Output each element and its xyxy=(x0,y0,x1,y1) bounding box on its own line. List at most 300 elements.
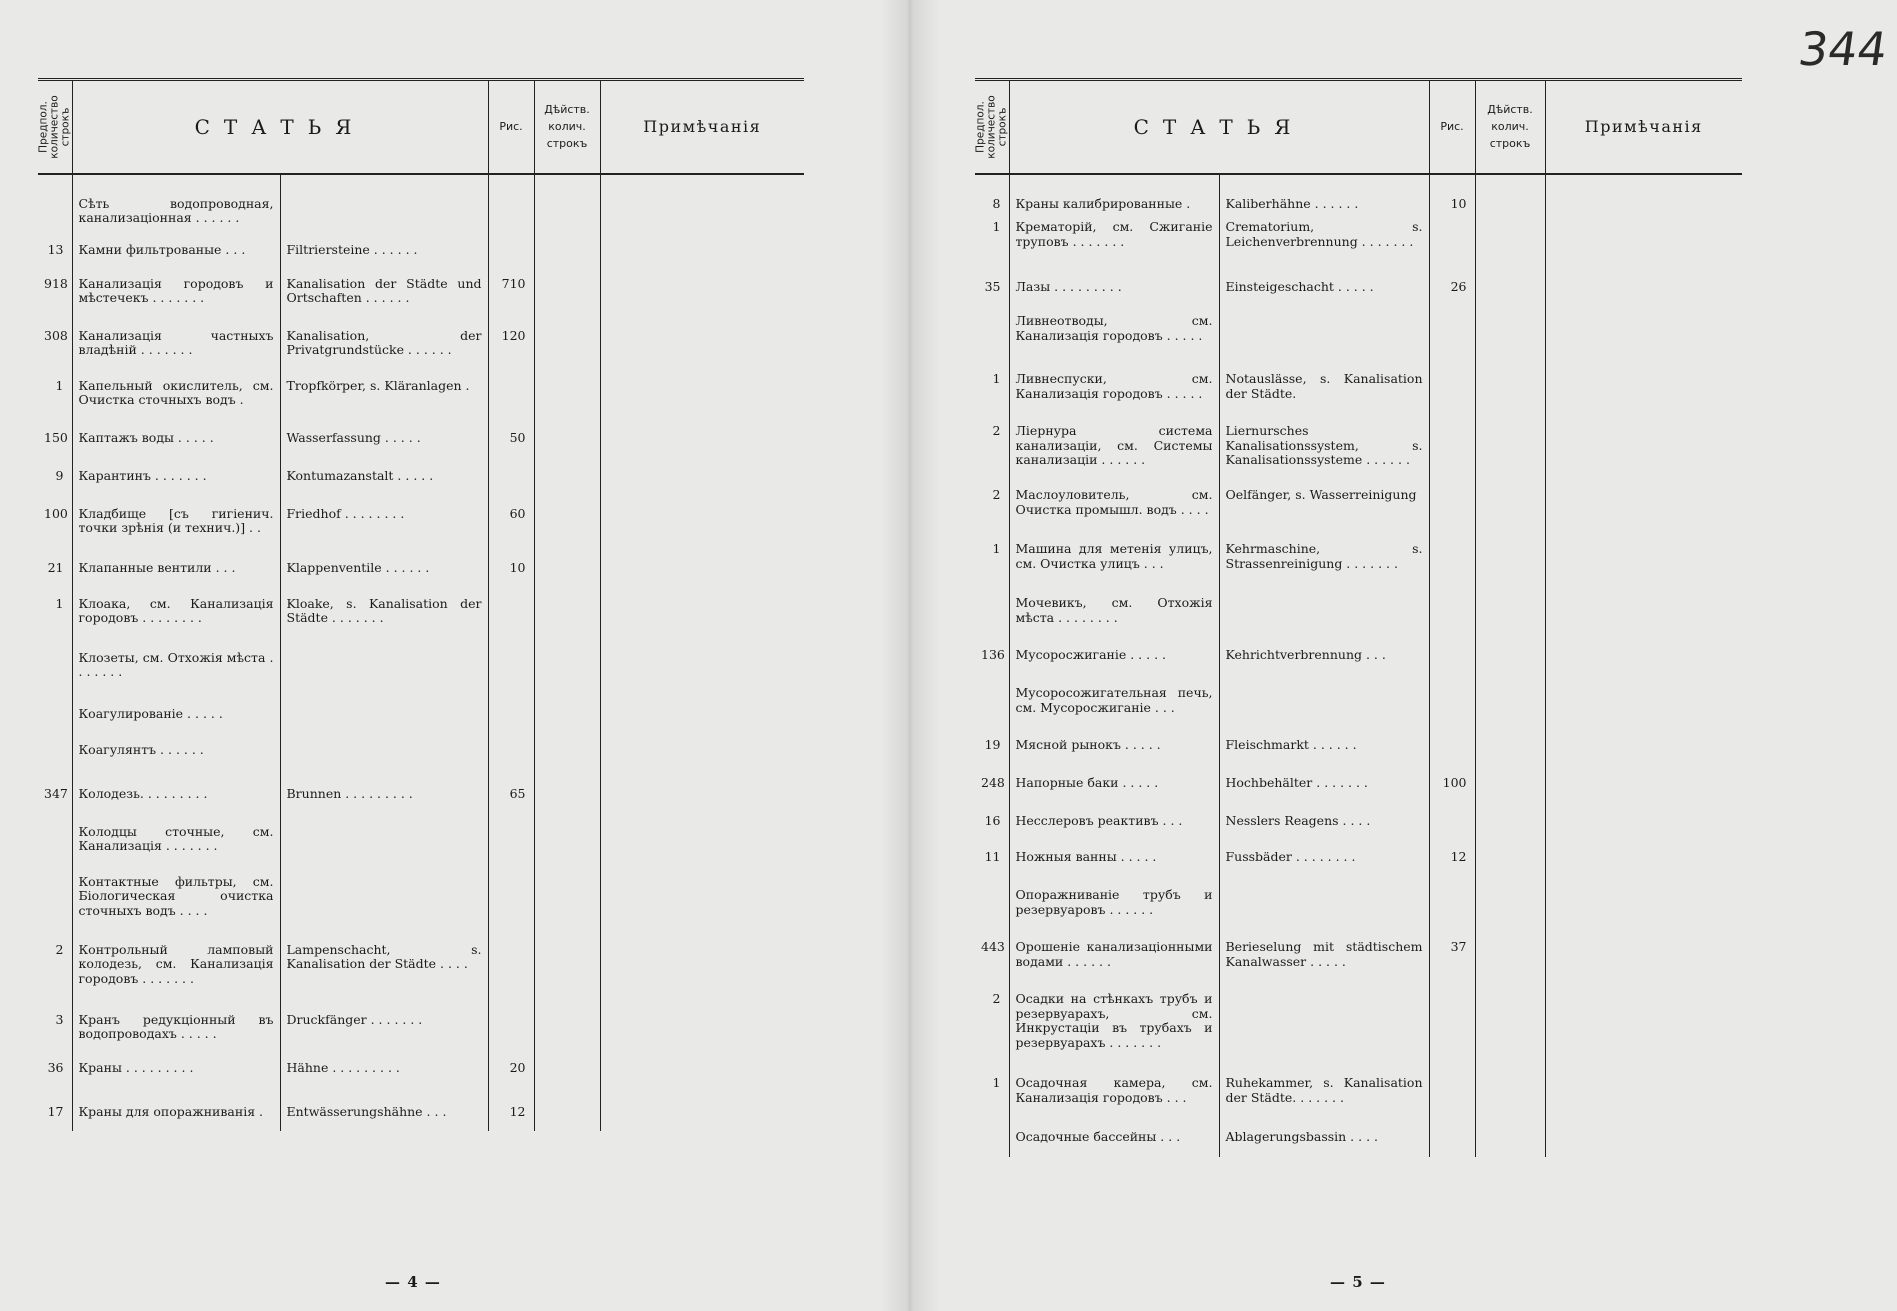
header-count: Предпол. количество строкъ xyxy=(38,80,72,174)
row-russian-term: Осадочные бассейны . . . xyxy=(1009,1123,1219,1157)
row-german-term: Filtriersteine . . . . . . xyxy=(280,236,488,270)
row-german-term: Lampenschacht, s. Kanalisation der Städte . . . . xyxy=(280,936,488,1006)
row-german-term: Kehrichtverbrennung . . . xyxy=(1219,641,1429,679)
row-count-value: 308 xyxy=(44,327,68,343)
row-actual-count xyxy=(1475,985,1545,1069)
row-russian-term: Контактные фильтры, см. Біологическая очистка сточныхъ водъ . . . . xyxy=(72,868,280,936)
row-actual-count xyxy=(1475,481,1545,535)
row-actual-count xyxy=(1475,843,1545,881)
row-notes xyxy=(600,462,804,500)
row-count-value: 3 xyxy=(55,1011,64,1027)
row-german-term xyxy=(280,700,488,736)
row-notes xyxy=(600,868,804,936)
row-notes xyxy=(1545,174,1742,214)
row-german-term: Berieselung mit städtischem Kanalwasser . . . . . xyxy=(1219,933,1429,985)
row-russian-term: Колодезь. . . . . . . . . xyxy=(72,780,280,818)
row-german-term: Kanalisation, der Privatgrundstücke . . . . . . xyxy=(280,322,488,372)
row-figure-count: 710 xyxy=(488,270,534,322)
ledger-row xyxy=(975,933,1742,985)
row-notes xyxy=(1545,213,1742,273)
row-notes xyxy=(600,736,804,780)
row-count-value: 347 xyxy=(44,785,68,801)
row-figure-count: 50 xyxy=(488,424,534,462)
row-german-term: Notauslässe, s. Kanalisation der Städte. xyxy=(1219,365,1429,417)
row-count-value: 1 xyxy=(992,541,1001,556)
row-russian-term: Коагулянтъ . . . . . . xyxy=(72,736,280,780)
row-actual-count xyxy=(534,270,600,322)
row-actual-count xyxy=(534,424,600,462)
ledger-row xyxy=(975,365,1742,417)
row-russian-term: Мусоросжиганіе . . . . . xyxy=(1009,641,1219,679)
row-russian-term: Осадки на стѣнкахъ трубъ и резервуарахъ, см. Инкрустаціи въ трубахъ и резервуарахъ . . . . . . . xyxy=(1009,985,1219,1069)
row-count-value xyxy=(975,679,1009,731)
row-actual-count xyxy=(534,1006,600,1054)
row-notes xyxy=(1545,641,1742,679)
row-actual-count xyxy=(534,936,600,1006)
row-figure-count xyxy=(488,1006,534,1054)
ledger-row xyxy=(38,270,804,322)
row-count-value: 1 xyxy=(992,219,1001,234)
ledger-row xyxy=(38,1006,804,1054)
row-german-term xyxy=(280,644,488,700)
row-notes xyxy=(1545,679,1742,731)
row-actual-count xyxy=(1475,679,1545,731)
row-count-value: 19 xyxy=(984,737,1001,752)
row-actual-count xyxy=(1475,731,1545,769)
row-figure-count xyxy=(1429,417,1475,481)
row-figure-count: 10 xyxy=(1429,174,1475,214)
row-notes xyxy=(600,372,804,424)
row-figure-count xyxy=(488,644,534,700)
row-figure-count xyxy=(488,590,534,644)
row-count-value: 11 xyxy=(984,849,1001,864)
ledger-row xyxy=(38,236,804,270)
row-notes xyxy=(600,424,804,462)
row-figure-count xyxy=(488,700,534,736)
row-russian-term: Краны калибрированные . xyxy=(1009,174,1219,214)
row-notes xyxy=(600,322,804,372)
row-actual-count xyxy=(534,1054,600,1098)
row-count-value xyxy=(38,818,72,868)
row-count-value: 2 xyxy=(992,991,1001,1006)
ledger-row xyxy=(975,535,1742,589)
header-count: Предпол. количество строкъ xyxy=(975,80,1009,174)
row-count-value: 1 xyxy=(55,595,64,611)
header-actual: Дѣйств. колич. строкъ xyxy=(1475,80,1545,174)
row-russian-term: Краны для опоражниванія . xyxy=(72,1098,280,1132)
row-actual-count xyxy=(1475,807,1545,843)
row-actual-count xyxy=(534,868,600,936)
row-notes xyxy=(1545,365,1742,417)
row-count-value xyxy=(38,736,72,780)
header-notes: Примѣчанія xyxy=(1545,80,1742,174)
row-figure-count xyxy=(1429,807,1475,843)
row-count-value: 2 xyxy=(992,487,1001,502)
row-actual-count xyxy=(534,174,600,236)
row-russian-term: Машина для метенія улицъ, см. Очистка улицъ . . . xyxy=(1009,535,1219,589)
row-count-value xyxy=(975,307,1009,365)
row-russian-term: Сѣть водопроводная, канализаціонная . . . . . . xyxy=(72,174,280,236)
row-count-value xyxy=(975,589,1009,641)
row-russian-term: Карантинъ . . . . . . . xyxy=(72,462,280,500)
row-figure-count: 65 xyxy=(488,780,534,818)
row-notes xyxy=(600,590,804,644)
row-actual-count xyxy=(534,500,600,554)
row-russian-term: Ливнеотводы, см. Канализація городовъ . . . . . xyxy=(1009,307,1219,365)
row-russian-term: Каптажъ воды . . . . . xyxy=(72,424,280,462)
row-actual-count xyxy=(534,1098,600,1132)
row-figure-count: 12 xyxy=(488,1098,534,1132)
row-actual-count xyxy=(1475,273,1545,307)
row-figure-count xyxy=(1429,589,1475,641)
row-russian-term: Лазы . . . . . . . . . xyxy=(1009,273,1219,307)
row-figure-count xyxy=(1429,679,1475,731)
row-actual-count xyxy=(534,644,600,700)
row-actual-count xyxy=(1475,365,1545,417)
header-article: СТАТЬЯ xyxy=(1009,80,1429,174)
row-german-term: Friedhof . . . . . . . . xyxy=(280,500,488,554)
row-notes xyxy=(600,818,804,868)
page-number: — 4 — xyxy=(385,1273,441,1291)
row-count-value: 2 xyxy=(55,941,64,957)
row-figure-count xyxy=(1429,1123,1475,1157)
row-actual-count xyxy=(534,780,600,818)
row-russian-term: Мусоросожигательная печь, см. Мусоросжиганіе . . . xyxy=(1009,679,1219,731)
row-count-value xyxy=(38,644,72,700)
ledger-row xyxy=(975,807,1742,843)
row-russian-term: Коагулированіе . . . . . xyxy=(72,700,280,736)
row-count-value: 16 xyxy=(984,813,1001,828)
row-russian-term: Канализація городовъ и мѣстечекъ . . . . . . . xyxy=(72,270,280,322)
row-german-term xyxy=(280,736,488,780)
row-count-value: 36 xyxy=(47,1059,64,1075)
row-figure-count: 100 xyxy=(1429,769,1475,807)
row-actual-count xyxy=(534,372,600,424)
row-count-value: 100 xyxy=(44,505,68,521)
row-count-value: 17 xyxy=(47,1103,64,1119)
row-notes xyxy=(1545,1123,1742,1157)
ledger-row xyxy=(975,843,1742,881)
row-figure-count xyxy=(1429,985,1475,1069)
row-actual-count xyxy=(534,322,600,372)
row-notes xyxy=(600,1054,804,1098)
row-german-term xyxy=(1219,307,1429,365)
row-notes xyxy=(1545,307,1742,365)
row-russian-term: Капельный окислитель, см. Очистка сточныхъ водъ . xyxy=(72,372,280,424)
row-figure-count xyxy=(1429,1069,1475,1123)
row-german-term: Klappenventile . . . . . . xyxy=(280,554,488,590)
row-russian-term: Ливнеспуски, см. Канализація городовъ . . . . . xyxy=(1009,365,1219,417)
row-actual-count xyxy=(1475,589,1545,641)
ledger-row xyxy=(38,936,804,1006)
row-figure-count: 10 xyxy=(488,554,534,590)
ledger-row xyxy=(975,481,1742,535)
ledger-row xyxy=(38,736,804,780)
row-notes xyxy=(1545,881,1742,933)
ledger-row xyxy=(38,322,804,372)
row-figure-count: 12 xyxy=(1429,843,1475,881)
row-russian-term: Камни фильтрованые . . . xyxy=(72,236,280,270)
ledger-row xyxy=(38,590,804,644)
left-ledger-table xyxy=(38,78,804,1131)
row-figure-count xyxy=(488,174,534,236)
row-russian-term: Контрольный ламповый колодезь, см. Канализація городовъ . . . . . . . xyxy=(72,936,280,1006)
row-figure-count xyxy=(1429,731,1475,769)
left-table-sheet xyxy=(38,78,804,1131)
row-german-term xyxy=(1219,589,1429,641)
row-russian-term: Мочевикъ, см. Отхожія мѣста . . . . . . . . xyxy=(1009,589,1219,641)
row-count-value xyxy=(38,700,72,736)
row-german-term: Brunnen . . . . . . . . . xyxy=(280,780,488,818)
row-figure-count: 60 xyxy=(488,500,534,554)
row-figure-count xyxy=(1429,365,1475,417)
ledger-row xyxy=(975,881,1742,933)
row-german-term xyxy=(280,868,488,936)
row-notes xyxy=(600,700,804,736)
row-russian-term: Осадочная камера, см. Канализація городовъ . . . xyxy=(1009,1069,1219,1123)
row-russian-term: Ліернура система канализаціи, см. Системы канализаціи . . . . . . xyxy=(1009,417,1219,481)
ledger-row xyxy=(38,554,804,590)
row-figure-count: 37 xyxy=(1429,933,1475,985)
row-notes xyxy=(1545,985,1742,1069)
row-figure-count xyxy=(488,936,534,1006)
row-actual-count xyxy=(534,736,600,780)
row-count-value: 1 xyxy=(992,371,1001,386)
row-german-term xyxy=(1219,881,1429,933)
row-russian-term: Клапанные вентили . . . xyxy=(72,554,280,590)
right-table-sheet xyxy=(975,78,1742,1157)
row-notes xyxy=(600,270,804,322)
row-notes xyxy=(600,174,804,236)
ledger-row xyxy=(975,641,1742,679)
page-number: — 5 — xyxy=(1330,1273,1386,1291)
row-russian-term: Несслеровъ реактивъ . . . xyxy=(1009,807,1219,843)
ledger-row xyxy=(975,731,1742,769)
row-actual-count xyxy=(1475,417,1545,481)
row-notes xyxy=(1545,535,1742,589)
row-russian-term: Краны . . . . . . . . . xyxy=(72,1054,280,1098)
row-count-value: 1 xyxy=(55,377,64,393)
header-notes: Примѣчанія xyxy=(600,80,804,174)
right-ledger-table xyxy=(975,78,1742,1157)
row-figure-count xyxy=(488,236,534,270)
header-fig: Рис. xyxy=(488,80,534,174)
ledger-row xyxy=(38,700,804,736)
header-article: СТАТЬЯ xyxy=(72,80,488,174)
row-german-term: Fleischmarkt . . . . . . xyxy=(1219,731,1429,769)
row-count-value: 9 xyxy=(55,467,64,483)
row-actual-count xyxy=(534,700,600,736)
row-german-term: Einsteigeschacht . . . . . xyxy=(1219,273,1429,307)
row-russian-term: Мясной рынокъ . . . . . xyxy=(1009,731,1219,769)
row-russian-term: Маслоуловитель, см. Очистка промышл. водъ . . . . xyxy=(1009,481,1219,535)
row-notes xyxy=(1545,1069,1742,1123)
row-russian-term: Орошеніе канализаціонными водами . . . . . . xyxy=(1009,933,1219,985)
row-actual-count xyxy=(1475,1069,1545,1123)
header-fig: Рис. xyxy=(1429,80,1475,174)
row-notes xyxy=(600,936,804,1006)
row-actual-count xyxy=(534,554,600,590)
right-page xyxy=(920,0,1897,1311)
row-german-term xyxy=(280,174,488,236)
row-german-term: Hähne . . . . . . . . . xyxy=(280,1054,488,1098)
row-notes xyxy=(1545,843,1742,881)
handwritten-sheet-number: 344 xyxy=(1795,22,1891,76)
row-count-value: 248 xyxy=(981,775,1005,790)
row-notes xyxy=(600,554,804,590)
header-actual: Дѣйств. колич. строкъ xyxy=(534,80,600,174)
ledger-row xyxy=(38,780,804,818)
row-figure-count xyxy=(1429,641,1475,679)
row-actual-count xyxy=(534,462,600,500)
row-russian-term: Опоражниваніе трубъ и резервуаровъ . . . . . . xyxy=(1009,881,1219,933)
row-actual-count xyxy=(1475,881,1545,933)
row-actual-count xyxy=(534,590,600,644)
row-russian-term: Канализація частныхъ владѣній . . . . . . . xyxy=(72,322,280,372)
row-german-term: Wasserfassung . . . . . xyxy=(280,424,488,462)
ledger-row xyxy=(975,213,1742,273)
row-notes xyxy=(600,780,804,818)
row-count-value: 21 xyxy=(47,559,64,575)
row-figure-count xyxy=(1429,213,1475,273)
row-german-term: Liernursches Kanalisationssystem, s. Kanalisationssysteme . . . . . . xyxy=(1219,417,1429,481)
row-notes xyxy=(1545,933,1742,985)
row-notes xyxy=(600,236,804,270)
row-german-term xyxy=(1219,985,1429,1069)
ledger-row xyxy=(38,424,804,462)
left-rows xyxy=(38,174,804,1132)
ledger-row xyxy=(975,985,1742,1069)
ledger-row xyxy=(38,462,804,500)
row-figure-count: 20 xyxy=(488,1054,534,1098)
header-row xyxy=(38,80,804,174)
ledger-row xyxy=(38,818,804,868)
row-figure-count xyxy=(1429,535,1475,589)
left-page xyxy=(0,0,920,1311)
row-german-term: Kontumazanstalt . . . . . xyxy=(280,462,488,500)
row-count-value: 443 xyxy=(981,939,1005,954)
row-russian-term: Клозеты, см. Отхожія мѣста . . . . . . . xyxy=(72,644,280,700)
row-figure-count xyxy=(488,462,534,500)
row-german-term xyxy=(1219,679,1429,731)
row-german-term: Kehrmaschine, s. Strassenreinigung . . . . . . . xyxy=(1219,535,1429,589)
row-count-value: 2 xyxy=(992,423,1001,438)
row-actual-count xyxy=(1475,535,1545,589)
ledger-row xyxy=(975,1123,1742,1157)
row-german-term: Crematorium, s. Leichenverbrennung . . . . . . . xyxy=(1219,213,1429,273)
row-notes xyxy=(1545,589,1742,641)
ledger-row xyxy=(38,500,804,554)
row-count-value xyxy=(38,174,72,236)
ledger-row xyxy=(975,589,1742,641)
row-notes xyxy=(1545,769,1742,807)
row-german-term: Hochbehälter . . . . . . . xyxy=(1219,769,1429,807)
row-figure-count xyxy=(488,868,534,936)
row-count-value: 35 xyxy=(984,279,1001,294)
ledger-row xyxy=(38,644,804,700)
row-notes xyxy=(1545,273,1742,307)
ledger-row xyxy=(38,174,804,236)
row-count-value xyxy=(975,1123,1009,1157)
row-notes xyxy=(1545,481,1742,535)
header-row xyxy=(975,80,1742,174)
row-notes xyxy=(1545,807,1742,843)
row-german-term: Oelfänger, s. Wasserreinigung xyxy=(1219,481,1429,535)
row-actual-count xyxy=(1475,1123,1545,1157)
row-actual-count xyxy=(1475,769,1545,807)
row-german-term: Ruhekammer, s. Kanalisation der Städte. . . . . . . xyxy=(1219,1069,1429,1123)
row-notes xyxy=(600,500,804,554)
row-russian-term: Кладбище [съ гигіенич. точки зрѣнія (и технич.)] . . xyxy=(72,500,280,554)
row-count-value: 13 xyxy=(47,241,64,257)
row-figure-count xyxy=(1429,307,1475,365)
row-german-term: Entwässerungshähne . . . xyxy=(280,1098,488,1132)
right-rows xyxy=(975,174,1742,1157)
row-german-term: Kaliberhähne . . . . . . xyxy=(1219,174,1429,214)
ledger-row xyxy=(38,1098,804,1132)
row-russian-term: Крематорій, см. Сжиганіе труповъ . . . . . . . xyxy=(1009,213,1219,273)
row-german-term: Druckfänger . . . . . . . xyxy=(280,1006,488,1054)
row-figure-count xyxy=(488,372,534,424)
row-figure-count xyxy=(488,818,534,868)
row-count-value: 8 xyxy=(992,195,1001,211)
row-actual-count xyxy=(534,818,600,868)
row-russian-term: Клоака, см. Канализація городовъ . . . . . . . . xyxy=(72,590,280,644)
row-count-value xyxy=(38,868,72,936)
row-russian-term: Ножныя ванны . . . . . xyxy=(1009,843,1219,881)
ledger-row xyxy=(38,372,804,424)
row-german-term: Ablagerungsbassin . . . . xyxy=(1219,1123,1429,1157)
row-figure-count: 120 xyxy=(488,322,534,372)
row-count-value xyxy=(975,881,1009,933)
row-count-value: 1 xyxy=(992,1075,1001,1090)
row-actual-count xyxy=(1475,174,1545,214)
row-actual-count xyxy=(534,236,600,270)
row-notes xyxy=(1545,731,1742,769)
ledger-row xyxy=(975,679,1742,731)
row-actual-count xyxy=(1475,213,1545,273)
ledger-row xyxy=(975,307,1742,365)
ledger-row xyxy=(975,1069,1742,1123)
ledger-row xyxy=(975,417,1742,481)
row-notes xyxy=(600,1006,804,1054)
ledger-row xyxy=(975,273,1742,307)
row-figure-count: 26 xyxy=(1429,273,1475,307)
row-russian-term: Кранъ редукціонный въ водопроводахъ . . . . . xyxy=(72,1006,280,1054)
row-german-term: Fussbäder . . . . . . . . xyxy=(1219,843,1429,881)
ledger-row xyxy=(38,868,804,936)
row-notes xyxy=(1545,417,1742,481)
row-figure-count xyxy=(1429,481,1475,535)
row-german-term xyxy=(280,818,488,868)
row-german-term: Kanalisation der Städte und Ortschaften . . . . . . xyxy=(280,270,488,322)
row-russian-term: Колодцы сточные, см. Канализація . . . . . . . xyxy=(72,818,280,868)
row-figure-count xyxy=(1429,881,1475,933)
row-count-value: 150 xyxy=(44,429,68,445)
ledger-row xyxy=(975,769,1742,807)
row-notes xyxy=(600,1098,804,1132)
row-notes xyxy=(600,644,804,700)
ledger-row xyxy=(975,174,1742,214)
row-actual-count xyxy=(1475,933,1545,985)
row-german-term: Tropfkörper, s. Kläranlagen . xyxy=(280,372,488,424)
row-german-term: Nesslers Reagens . . . . xyxy=(1219,807,1429,843)
row-figure-count xyxy=(488,736,534,780)
row-actual-count xyxy=(1475,307,1545,365)
row-count-value: 136 xyxy=(981,647,1005,662)
row-german-term: Kloake, s. Kanalisation der Städte . . . . . . . xyxy=(280,590,488,644)
row-actual-count xyxy=(1475,641,1545,679)
